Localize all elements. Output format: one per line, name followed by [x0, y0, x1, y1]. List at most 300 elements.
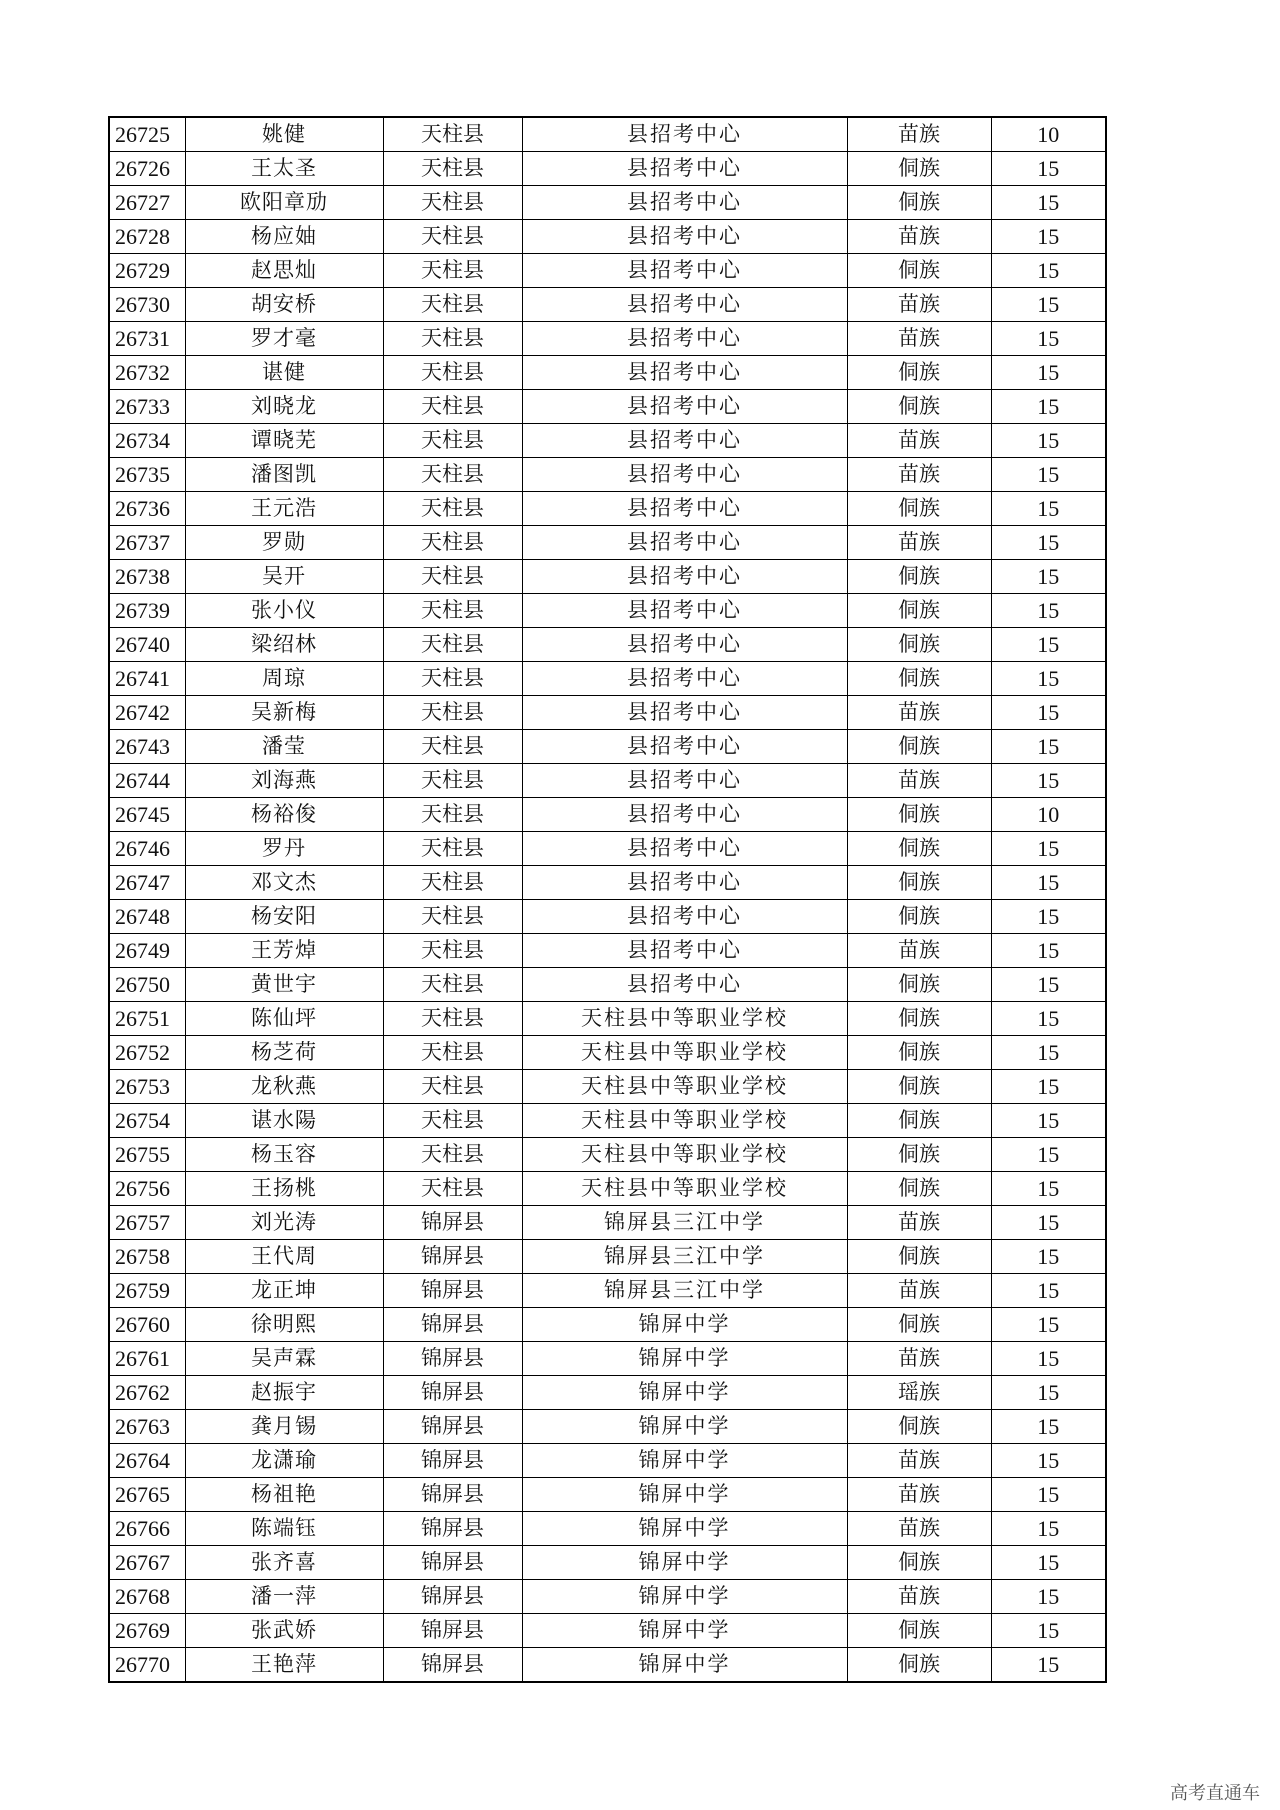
ethnicity-cell: 侗族	[847, 1410, 991, 1444]
county-cell: 天柱县	[383, 492, 522, 526]
ethnicity-cell: 侗族	[847, 832, 991, 866]
candidate-id-cell: 26736	[109, 492, 185, 526]
bonus-points-cell: 15	[991, 1172, 1106, 1206]
exam-site-cell: 县招考中心	[522, 696, 847, 730]
candidate-id-cell: 26733	[109, 390, 185, 424]
exam-site-cell: 锦屏中学	[522, 1308, 847, 1342]
table-row	[109, 186, 1106, 220]
county-cell: 天柱县	[383, 934, 522, 968]
candidate-name-cell: 姚健	[185, 117, 383, 152]
bonus-points-cell: 15	[991, 458, 1106, 492]
candidate-id-cell: 26755	[109, 1138, 185, 1172]
table-row	[109, 1478, 1106, 1512]
ethnicity-cell: 侗族	[847, 1002, 991, 1036]
bonus-points-cell: 15	[991, 1138, 1106, 1172]
exam-site-cell: 天柱县中等职业学校	[522, 1104, 847, 1138]
candidate-id-cell: 26756	[109, 1172, 185, 1206]
exam-site-cell: 县招考中心	[522, 866, 847, 900]
bonus-points-cell: 15	[991, 1070, 1106, 1104]
bonus-points-cell: 15	[991, 1648, 1106, 1683]
county-cell: 锦屏县	[383, 1342, 522, 1376]
candidate-name-cell: 谌健	[185, 356, 383, 390]
county-cell: 天柱县	[383, 832, 522, 866]
table-row	[109, 458, 1106, 492]
candidate-name-cell: 杨裕俊	[185, 798, 383, 832]
candidate-id-cell: 26726	[109, 152, 185, 186]
bonus-points-cell: 15	[991, 1512, 1106, 1546]
exam-site-cell: 县招考中心	[522, 730, 847, 764]
candidate-name-cell: 张武娇	[185, 1614, 383, 1648]
exam-site-cell: 县招考中心	[522, 288, 847, 322]
table-row	[109, 1104, 1106, 1138]
exam-site-cell: 县招考中心	[522, 152, 847, 186]
candidate-name-cell: 徐明熙	[185, 1308, 383, 1342]
candidate-id-cell: 26728	[109, 220, 185, 254]
ethnicity-cell: 苗族	[847, 934, 991, 968]
bonus-points-cell: 15	[991, 866, 1106, 900]
county-cell: 天柱县	[383, 390, 522, 424]
bonus-points-cell: 15	[991, 1002, 1106, 1036]
candidate-name-cell: 刘光涛	[185, 1206, 383, 1240]
exam-site-cell: 锦屏县三江中学	[522, 1274, 847, 1308]
bonus-points-cell: 15	[991, 1614, 1106, 1648]
county-cell: 天柱县	[383, 1172, 522, 1206]
exam-site-cell: 锦屏县三江中学	[522, 1240, 847, 1274]
exam-site-cell: 锦屏中学	[522, 1580, 847, 1614]
candidate-name-cell: 杨玉容	[185, 1138, 383, 1172]
candidate-name-cell: 吴新梅	[185, 696, 383, 730]
candidate-id-cell: 26758	[109, 1240, 185, 1274]
exam-site-cell: 天柱县中等职业学校	[522, 1172, 847, 1206]
ethnicity-cell: 苗族	[847, 764, 991, 798]
table-row	[109, 1614, 1106, 1648]
bonus-points-cell: 15	[991, 1546, 1106, 1580]
candidate-id-cell: 26740	[109, 628, 185, 662]
candidate-name-cell: 张小仪	[185, 594, 383, 628]
exam-site-cell: 锦屏中学	[522, 1376, 847, 1410]
county-cell: 锦屏县	[383, 1614, 522, 1648]
candidate-id-cell: 26757	[109, 1206, 185, 1240]
bonus-points-cell: 15	[991, 1478, 1106, 1512]
ethnicity-cell: 侗族	[847, 1546, 991, 1580]
bonus-points-cell: 15	[991, 1376, 1106, 1410]
table-row	[109, 1274, 1106, 1308]
candidate-name-cell: 杨祖艳	[185, 1478, 383, 1512]
county-cell: 天柱县	[383, 526, 522, 560]
table-row	[109, 526, 1106, 560]
bonus-points-cell: 15	[991, 1342, 1106, 1376]
exam-site-cell: 县招考中心	[522, 594, 847, 628]
county-cell: 天柱县	[383, 594, 522, 628]
exam-site-cell: 县招考中心	[522, 390, 847, 424]
ethnicity-cell: 苗族	[847, 1478, 991, 1512]
bonus-points-cell: 15	[991, 1240, 1106, 1274]
exam-site-cell: 锦屏县三江中学	[522, 1206, 847, 1240]
exam-site-cell: 县招考中心	[522, 492, 847, 526]
county-cell: 锦屏县	[383, 1376, 522, 1410]
ethnicity-cell: 侗族	[847, 866, 991, 900]
exam-site-cell: 县招考中心	[522, 968, 847, 1002]
county-cell: 锦屏县	[383, 1308, 522, 1342]
table-row	[109, 1512, 1106, 1546]
candidate-name-cell: 邓文杰	[185, 866, 383, 900]
county-cell: 天柱县	[383, 458, 522, 492]
exam-site-cell: 锦屏中学	[522, 1478, 847, 1512]
exam-site-cell: 县招考中心	[522, 186, 847, 220]
ethnicity-cell: 侗族	[847, 1138, 991, 1172]
ethnicity-cell: 侗族	[847, 1614, 991, 1648]
bonus-points-cell: 15	[991, 560, 1106, 594]
county-cell: 天柱县	[383, 152, 522, 186]
table-row	[109, 1410, 1106, 1444]
bonus-points-cell: 15	[991, 526, 1106, 560]
candidate-id-cell: 26737	[109, 526, 185, 560]
bonus-points-cell: 15	[991, 186, 1106, 220]
candidate-name-cell: 张齐喜	[185, 1546, 383, 1580]
table-row	[109, 1240, 1106, 1274]
table-row	[109, 1206, 1106, 1240]
county-cell: 锦屏县	[383, 1512, 522, 1546]
candidate-name-cell: 潘莹	[185, 730, 383, 764]
exam-site-cell: 县招考中心	[522, 764, 847, 798]
bonus-points-cell: 15	[991, 1274, 1106, 1308]
exam-site-cell: 县招考中心	[522, 662, 847, 696]
bonus-points-cell: 15	[991, 1104, 1106, 1138]
candidate-name-cell: 周琼	[185, 662, 383, 696]
bonus-points-cell: 15	[991, 1580, 1106, 1614]
bonus-points-cell: 15	[991, 628, 1106, 662]
county-cell: 锦屏县	[383, 1410, 522, 1444]
exam-site-cell: 县招考中心	[522, 900, 847, 934]
candidate-id-cell: 26766	[109, 1512, 185, 1546]
county-cell: 锦屏县	[383, 1206, 522, 1240]
ethnicity-cell: 苗族	[847, 1274, 991, 1308]
candidate-id-cell: 26749	[109, 934, 185, 968]
table-row	[109, 254, 1106, 288]
ethnicity-cell: 苗族	[847, 1444, 991, 1478]
bonus-points-cell: 15	[991, 968, 1106, 1002]
table-row	[109, 628, 1106, 662]
table-row	[109, 390, 1106, 424]
county-cell: 天柱县	[383, 356, 522, 390]
table-row	[109, 1002, 1106, 1036]
table-row	[109, 1342, 1106, 1376]
exam-site-cell: 天柱县中等职业学校	[522, 1036, 847, 1070]
ethnicity-cell: 侗族	[847, 1308, 991, 1342]
candidate-name-cell: 刘晓龙	[185, 390, 383, 424]
county-cell: 天柱县	[383, 254, 522, 288]
candidate-name-cell: 谌水陽	[185, 1104, 383, 1138]
county-cell: 天柱县	[383, 220, 522, 254]
candidate-name-cell: 梁绍林	[185, 628, 383, 662]
bonus-points-cell: 15	[991, 356, 1106, 390]
county-cell: 天柱县	[383, 696, 522, 730]
exam-site-cell: 锦屏中学	[522, 1410, 847, 1444]
bonus-points-cell: 15	[991, 1206, 1106, 1240]
candidate-id-cell: 26754	[109, 1104, 185, 1138]
candidate-name-cell: 龙秋燕	[185, 1070, 383, 1104]
ethnicity-cell: 侗族	[847, 628, 991, 662]
table-row	[109, 1580, 1106, 1614]
exam-site-cell: 县招考中心	[522, 526, 847, 560]
candidate-id-cell: 26752	[109, 1036, 185, 1070]
candidate-id-cell: 26768	[109, 1580, 185, 1614]
candidate-name-cell: 王元浩	[185, 492, 383, 526]
county-cell: 天柱县	[383, 730, 522, 764]
bonus-points-cell: 10	[991, 117, 1106, 152]
candidate-id-cell: 26730	[109, 288, 185, 322]
candidate-name-cell: 陈仙坪	[185, 1002, 383, 1036]
table-row	[109, 832, 1106, 866]
candidate-id-cell: 26762	[109, 1376, 185, 1410]
exam-site-cell: 县招考中心	[522, 220, 847, 254]
ethnicity-cell: 侗族	[847, 662, 991, 696]
county-cell: 天柱县	[383, 1002, 522, 1036]
candidate-id-cell: 26727	[109, 186, 185, 220]
table-row	[109, 152, 1106, 186]
table-row	[109, 322, 1106, 356]
table-row	[109, 1172, 1106, 1206]
ethnicity-cell: 侗族	[847, 968, 991, 1002]
table-row	[109, 424, 1106, 458]
table-row	[109, 1070, 1106, 1104]
candidate-name-cell: 赵思灿	[185, 254, 383, 288]
table-row	[109, 1308, 1106, 1342]
exam-site-cell: 县招考中心	[522, 356, 847, 390]
table-row	[109, 220, 1106, 254]
candidate-name-cell: 潘一萍	[185, 1580, 383, 1614]
candidate-id-cell: 26742	[109, 696, 185, 730]
ethnicity-cell: 苗族	[847, 696, 991, 730]
candidate-id-cell: 26743	[109, 730, 185, 764]
county-cell: 天柱县	[383, 1070, 522, 1104]
candidate-table	[108, 116, 1107, 1683]
ethnicity-cell: 苗族	[847, 220, 991, 254]
bonus-points-cell: 15	[991, 1410, 1106, 1444]
candidate-name-cell: 王代周	[185, 1240, 383, 1274]
candidate-id-cell: 26739	[109, 594, 185, 628]
bonus-points-cell: 15	[991, 424, 1106, 458]
county-cell: 锦屏县	[383, 1580, 522, 1614]
candidate-id-cell: 26731	[109, 322, 185, 356]
table-row	[109, 560, 1106, 594]
county-cell: 天柱县	[383, 866, 522, 900]
candidate-id-cell: 26745	[109, 798, 185, 832]
ethnicity-cell: 苗族	[847, 288, 991, 322]
bonus-points-cell: 15	[991, 1444, 1106, 1478]
candidate-name-cell: 王艳萍	[185, 1648, 383, 1683]
candidate-name-cell: 潘图凯	[185, 458, 383, 492]
exam-site-cell: 锦屏中学	[522, 1512, 847, 1546]
exam-site-cell: 锦屏中学	[522, 1546, 847, 1580]
county-cell: 天柱县	[383, 1138, 522, 1172]
candidate-name-cell: 王扬桃	[185, 1172, 383, 1206]
bonus-points-cell: 15	[991, 288, 1106, 322]
county-cell: 天柱县	[383, 764, 522, 798]
table-row	[109, 1138, 1106, 1172]
table-row	[109, 594, 1106, 628]
candidate-id-cell: 26770	[109, 1648, 185, 1683]
bonus-points-cell: 15	[991, 662, 1106, 696]
county-cell: 锦屏县	[383, 1546, 522, 1580]
candidate-id-cell: 26767	[109, 1546, 185, 1580]
bonus-points-cell: 15	[991, 934, 1106, 968]
candidate-id-cell: 26729	[109, 254, 185, 288]
candidate-id-cell: 26765	[109, 1478, 185, 1512]
candidate-name-cell: 黄世宇	[185, 968, 383, 1002]
county-cell: 天柱县	[383, 117, 522, 152]
table-row	[109, 1036, 1106, 1070]
candidate-name-cell: 杨应妯	[185, 220, 383, 254]
county-cell: 天柱县	[383, 900, 522, 934]
bonus-points-cell: 15	[991, 730, 1106, 764]
ethnicity-cell: 苗族	[847, 1512, 991, 1546]
exam-site-cell: 锦屏中学	[522, 1614, 847, 1648]
candidate-id-cell: 26746	[109, 832, 185, 866]
candidate-name-cell: 欧阳章劢	[185, 186, 383, 220]
candidate-name-cell: 刘海燕	[185, 764, 383, 798]
county-cell: 天柱县	[383, 798, 522, 832]
exam-site-cell: 县招考中心	[522, 117, 847, 152]
bonus-points-cell: 15	[991, 390, 1106, 424]
table-row	[109, 798, 1106, 832]
ethnicity-cell: 侗族	[847, 1172, 991, 1206]
table-row	[109, 968, 1106, 1002]
exam-site-cell: 锦屏中学	[522, 1648, 847, 1683]
candidate-id-cell: 26764	[109, 1444, 185, 1478]
candidate-id-cell: 26759	[109, 1274, 185, 1308]
ethnicity-cell: 苗族	[847, 526, 991, 560]
ethnicity-cell: 侗族	[847, 798, 991, 832]
table-row	[109, 288, 1106, 322]
candidate-id-cell: 26735	[109, 458, 185, 492]
candidate-name-cell: 龙正坤	[185, 1274, 383, 1308]
candidate-name-cell: 龚月锡	[185, 1410, 383, 1444]
bonus-points-cell: 15	[991, 152, 1106, 186]
candidate-id-cell: 26747	[109, 866, 185, 900]
ethnicity-cell: 侗族	[847, 1648, 991, 1683]
ethnicity-cell: 苗族	[847, 1206, 991, 1240]
table-row	[109, 730, 1106, 764]
exam-site-cell: 县招考中心	[522, 798, 847, 832]
ethnicity-cell: 侗族	[847, 560, 991, 594]
ethnicity-cell: 侗族	[847, 356, 991, 390]
table-row	[109, 696, 1106, 730]
exam-site-cell: 县招考中心	[522, 560, 847, 594]
table-row	[109, 1546, 1106, 1580]
exam-site-cell: 县招考中心	[522, 322, 847, 356]
exam-site-cell: 天柱县中等职业学校	[522, 1138, 847, 1172]
county-cell: 天柱县	[383, 186, 522, 220]
bonus-points-cell: 15	[991, 220, 1106, 254]
table-row	[109, 117, 1106, 152]
county-cell: 天柱县	[383, 560, 522, 594]
ethnicity-cell: 苗族	[847, 117, 991, 152]
candidate-name-cell: 龙潇瑜	[185, 1444, 383, 1478]
candidate-id-cell: 26725	[109, 117, 185, 152]
exam-site-cell: 县招考中心	[522, 628, 847, 662]
candidate-name-cell: 吴声霖	[185, 1342, 383, 1376]
candidate-id-cell: 26732	[109, 356, 185, 390]
exam-site-cell: 天柱县中等职业学校	[522, 1002, 847, 1036]
table-row	[109, 1648, 1106, 1683]
ethnicity-cell: 侗族	[847, 390, 991, 424]
ethnicity-cell: 侗族	[847, 186, 991, 220]
exam-site-cell: 县招考中心	[522, 832, 847, 866]
candidate-name-cell: 王太圣	[185, 152, 383, 186]
county-cell: 天柱县	[383, 322, 522, 356]
candidate-id-cell: 26763	[109, 1410, 185, 1444]
candidate-id-cell: 26751	[109, 1002, 185, 1036]
candidate-name-cell: 王芳焯	[185, 934, 383, 968]
county-cell: 天柱县	[383, 628, 522, 662]
bonus-points-cell: 15	[991, 832, 1106, 866]
candidate-id-cell: 26744	[109, 764, 185, 798]
ethnicity-cell: 侗族	[847, 1104, 991, 1138]
ethnicity-cell: 侗族	[847, 1036, 991, 1070]
table-row	[109, 900, 1106, 934]
candidate-name-cell: 赵振宇	[185, 1376, 383, 1410]
exam-site-cell: 锦屏中学	[522, 1444, 847, 1478]
candidate-name-cell: 胡安桥	[185, 288, 383, 322]
ethnicity-cell: 侗族	[847, 1070, 991, 1104]
ethnicity-cell: 侗族	[847, 730, 991, 764]
candidate-id-cell: 26748	[109, 900, 185, 934]
table-row	[109, 1376, 1106, 1410]
table-row	[109, 1444, 1106, 1478]
ethnicity-cell: 苗族	[847, 424, 991, 458]
exam-site-cell: 县招考中心	[522, 934, 847, 968]
candidate-name-cell: 陈端钰	[185, 1512, 383, 1546]
bonus-points-cell: 15	[991, 696, 1106, 730]
candidate-id-cell: 26738	[109, 560, 185, 594]
footer-watermark: 高考直通车	[1170, 1783, 1260, 1804]
candidate-id-cell: 26769	[109, 1614, 185, 1648]
county-cell: 锦屏县	[383, 1274, 522, 1308]
county-cell: 天柱县	[383, 662, 522, 696]
candidate-table-body	[109, 117, 1106, 1682]
county-cell: 锦屏县	[383, 1444, 522, 1478]
exam-site-cell: 县招考中心	[522, 424, 847, 458]
table-row	[109, 934, 1106, 968]
table-row	[109, 356, 1106, 390]
county-cell: 天柱县	[383, 424, 522, 458]
candidate-name-cell: 罗才毫	[185, 322, 383, 356]
bonus-points-cell: 15	[991, 322, 1106, 356]
candidate-name-cell: 杨芝荷	[185, 1036, 383, 1070]
county-cell: 锦屏县	[383, 1648, 522, 1683]
table-row	[109, 492, 1106, 526]
ethnicity-cell: 侗族	[847, 1240, 991, 1274]
candidate-id-cell: 26741	[109, 662, 185, 696]
table-row	[109, 662, 1106, 696]
ethnicity-cell: 侗族	[847, 594, 991, 628]
candidate-name-cell: 杨安阳	[185, 900, 383, 934]
candidate-name-cell: 吴开	[185, 560, 383, 594]
bonus-points-cell: 15	[991, 594, 1106, 628]
ethnicity-cell: 苗族	[847, 1342, 991, 1376]
exam-site-cell: 天柱县中等职业学校	[522, 1070, 847, 1104]
bonus-points-cell: 15	[991, 764, 1106, 798]
candidate-name-cell: 罗勋	[185, 526, 383, 560]
ethnicity-cell: 瑶族	[847, 1376, 991, 1410]
candidate-id-cell: 26753	[109, 1070, 185, 1104]
county-cell: 锦屏县	[383, 1478, 522, 1512]
bonus-points-cell: 15	[991, 900, 1106, 934]
bonus-points-cell: 10	[991, 798, 1106, 832]
exam-site-cell: 县招考中心	[522, 458, 847, 492]
ethnicity-cell: 侗族	[847, 900, 991, 934]
